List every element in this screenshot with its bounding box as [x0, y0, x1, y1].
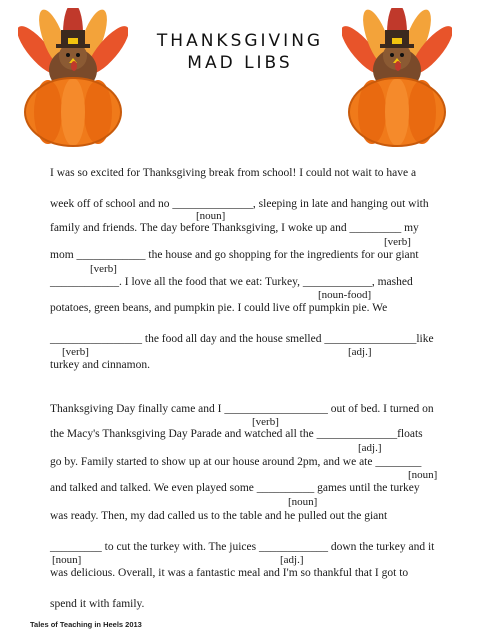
title-line-1: THANKSGIVING [156, 31, 324, 51]
story-line: was delicious. Overall, it was a fantastic meal and I'm so thankful that I got to [50, 567, 409, 579]
blank-label: [noun] [288, 496, 318, 508]
blank-label: [verb] [90, 263, 117, 275]
blank-label: [noun-food] [318, 289, 372, 301]
story-line: week off of school and no ______________, sleeping in late and hanging out with [50, 198, 429, 210]
story-line: mom ____________ the house and go shopping for the ingredients for our giant [50, 249, 419, 261]
story-line: and talked and talked. We even played some __________ games until the turkey [50, 482, 420, 494]
blank-label: [noun] [408, 469, 438, 481]
blank-label: [verb] [252, 416, 279, 428]
story-line: spend it with family. [50, 598, 145, 610]
story-line: potatoes, green beans, and pumpkin pie. I could live off pumpkin pie. We [50, 302, 388, 314]
story-line: family and friends. The day before Thanksgiving, I woke up and _________ my [50, 222, 419, 234]
story-line: ____________. I love all the food that we eat: Turkey, ____________, mashed [50, 276, 413, 288]
story-line: I was so excited for Thanksgiving break from school! I could not wait to have a [50, 167, 417, 179]
title-line-2: MAD LIBS [187, 53, 293, 73]
turkey-pumpkin-illustration [342, 8, 452, 148]
blank-label: [adj.] [348, 346, 372, 358]
turkey-pumpkin-illustration [18, 8, 128, 148]
blank-label: [noun] [52, 554, 82, 566]
page-title [130, 30, 350, 74]
story-line: ________________ the food all day and the house smelled ________________like [50, 333, 434, 345]
blank-label: [verb] [384, 236, 411, 248]
story-line: Thanksgiving Day finally came and I __________________ out of bed. I turned on [50, 403, 434, 415]
footer-credit: Tales of Teaching in Heels 2013 [30, 620, 142, 629]
story-line: was ready. Then, my dad called us to the table and he pulled out the giant [50, 510, 388, 522]
blank-label: [adj.] [358, 442, 382, 454]
story-line: the Macy's Thanksgiving Day Parade and watched all the ______________floats [50, 428, 423, 440]
blank-label: [adj.] [280, 554, 304, 566]
story-line: turkey and cinnamon. [50, 359, 150, 371]
story-line: _________ to cut the turkey with. The juices ____________ down the turkey and it [50, 541, 435, 553]
story-line: go by. Family started to show up at our house around 2pm, and we ate ________ [50, 456, 422, 468]
blank-label: [noun] [196, 210, 226, 222]
blank-label: [verb] [62, 346, 89, 358]
